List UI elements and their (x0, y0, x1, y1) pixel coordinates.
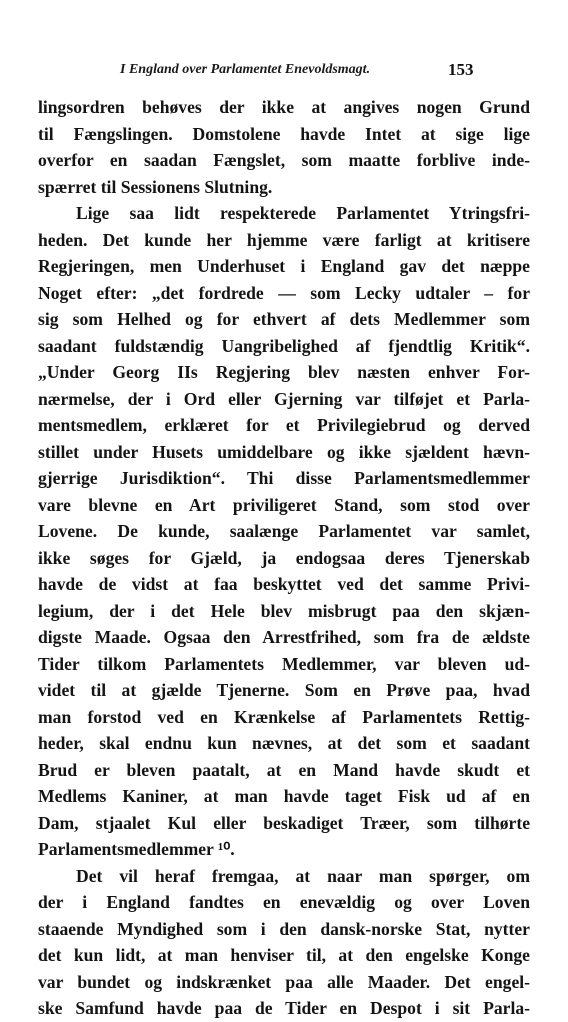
text-line: det kun lidt, at man henviser til, at den engelske Konge (38, 945, 530, 965)
text-line: sig som Helhed og for ethvert af dets Medlemmer som (38, 309, 530, 329)
text-line: havde de vidst at faa beskyttet ved det samme Privi- (38, 574, 530, 594)
text-line: Lige saa lidt respekterede Parlamentet Ytringsfri- (76, 203, 530, 223)
text-line: Parlamentsmedlemmer ¹⁰. (38, 839, 235, 859)
text-line: nærmelse, der i Ord eller Gjerning var tilføjet et Parla- (38, 388, 530, 409)
text-line: „Under Georg IIs Regjering blev næsten enhver For- (38, 362, 530, 382)
text-line: overfor en saadan Fængslet, som maatte forblive inde- (38, 150, 530, 170)
text-line: heder, skal endnu kun nævnes, at det som et saadant (38, 733, 530, 753)
text-line: vare blevne en Art priviligeret Stand, som stod over (38, 494, 530, 515)
text-line: der i England fandtes en enevældig og over Loven (38, 892, 530, 912)
text-line: legium, der i det Hele blev misbrugt paa den skjæn- (38, 600, 530, 621)
text-line: Noget efter: „det fordrede — som Lecky udtaler – for (38, 282, 530, 303)
text-line: Lovene. De kunde, saalænge Parlamentet var samlet, (38, 521, 530, 541)
text-line: spærret til Sessionens Slutning. (38, 176, 273, 197)
text-line: Tider tilkom Parlamentets Medlemmer, var bleven ud- (38, 653, 530, 674)
text-line: digste Maade. Ogsaa den Arrestfrihed, som fra de ældste (38, 627, 530, 647)
text-line: ske Samfund havde paa de Tider en Despot i sit Parla- (38, 998, 530, 1018)
text-line: Dam, stjaalet Kul eller beskadiget Træer, som tilhørte (38, 812, 530, 833)
text-line: gjerrige Jurisdiktion“. Thi disse Parlamentsmedlemmer (38, 468, 530, 488)
text-line: lingsordren behøves der ikke at angives nogen Grund (38, 97, 530, 117)
text-line: mentsmedlem, erklæret for et Privilegiebrud og derved (38, 415, 530, 435)
body-text (38, 94, 530, 1022)
text-line: heden. Det kunde her hjemme være farligt at kritisere (38, 229, 530, 250)
running-title: I England over Parlamentet Enevoldsmagt. (120, 62, 371, 77)
text-line: stillet under Husets umiddelbare og ikke sjældent hævn- (38, 441, 530, 462)
text-line: videt til at gjælde Tjenerne. Som en Prøve paa, hvad (38, 680, 530, 700)
text-line: Medlems Kaniner, at man havde taget Fisk ud af en (38, 786, 530, 806)
text-line: Brud er bleven paatalt, at en Mand havde skudt et (38, 759, 530, 780)
text-line: staaende Myndighed som i den dansk-norske Stat, nytter (38, 918, 530, 939)
text-line: Regjeringen, men Underhuset i England gav det næppe (38, 256, 530, 276)
text-line: var bundet og indskrænket paa alle Maader. Det engel- (38, 971, 530, 992)
text-line: man forstod ved en Krænkelse af Parlamentets Rettig- (38, 706, 530, 727)
running-header (0, 60, 568, 84)
text-line: ikke søges for Gjæld, ja endogsaa deres Tjenerskab (38, 547, 530, 568)
text-line: til Fængslingen. Domstolene havde Intet at sige lige (38, 123, 530, 144)
text-line: saadant fuldstændig Uangribelighed af fjendtlig Kritik“. (38, 335, 530, 356)
text-line: Det vil heraf fremgaa, at naar man spørger, om (76, 865, 530, 886)
page-number: 153 (448, 60, 474, 79)
